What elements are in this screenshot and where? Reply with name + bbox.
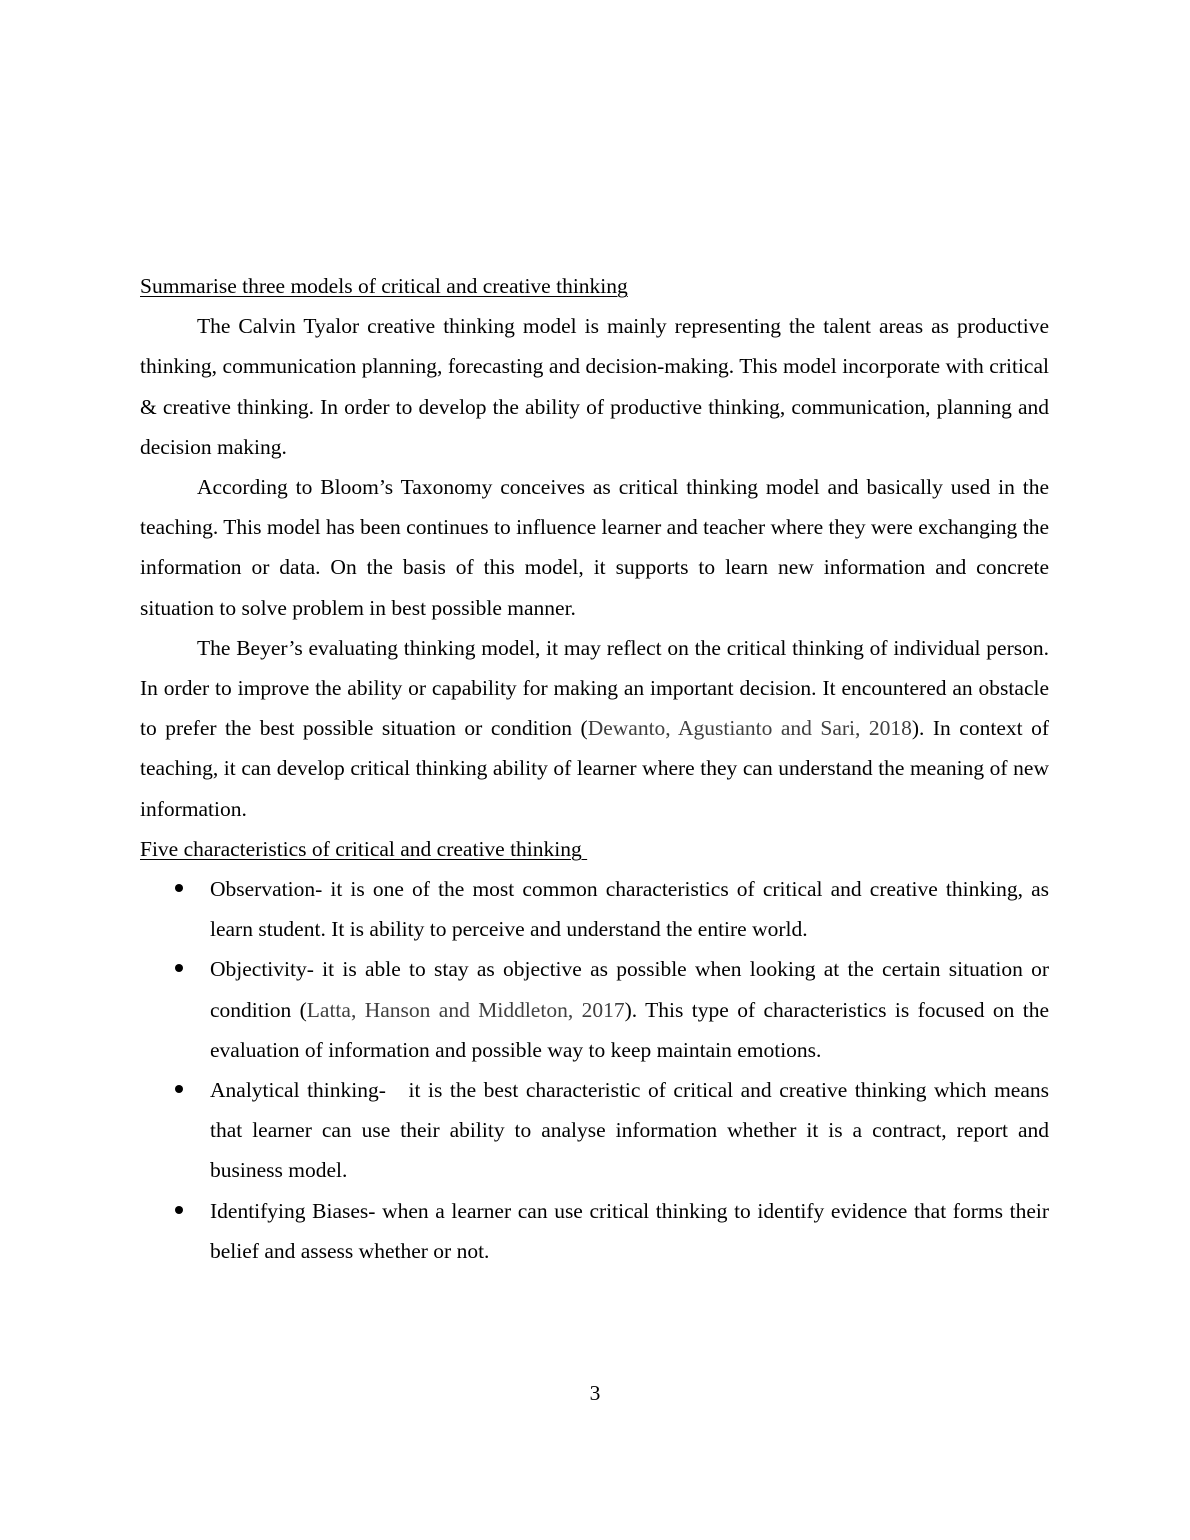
list-item-text: Identifying Biases- when a learner can use critical thinking to identify evidence that forms their belief and assess whether or not. xyxy=(210,1198,1049,1263)
section-heading-models: Summarise three models of critical and creative thinking xyxy=(140,274,628,298)
list-item-objectivity xyxy=(140,949,1049,1070)
page-number: 3 xyxy=(589,1381,601,1405)
list-item-text: Analytical thinking- it is the best characteristic of critical and creative thinking which means that learner can use their ability to analyse information whether it is a contract, report and business model. xyxy=(210,1078,1049,1183)
list-item-text: ). This type of characteristics is focused on the evaluation of information and possible way to keep maintain emotions. xyxy=(210,997,1050,1062)
paragraph-beyer-model xyxy=(140,628,1049,829)
list-item-identifying-biases xyxy=(140,1191,1049,1271)
bullet-icon xyxy=(175,1085,183,1093)
citation: Dewanto, Agustianto and Sari, 2018 xyxy=(587,716,912,741)
bullet-icon xyxy=(175,964,183,972)
citation: Latta, Hanson and Middleton, 2017 xyxy=(306,997,625,1022)
paragraph-text: The Calvin Tyalor creative thinking model is mainly representing the talent areas as productive thinking, communication planning, forecasting and decision-making. This model incorporate with critical & creative thinking. In order to develop the ability of productive thinking, communication, planning and decision making. xyxy=(140,314,1049,459)
list-item-text: Observation- it is one of the most common characteristics of critical and creative thinking, as learn student. It is ability to perceive and understand the entire world. xyxy=(210,877,1049,942)
paragraph-calvin-taylor xyxy=(140,306,1049,467)
bullet-icon xyxy=(175,884,183,892)
characteristics-list xyxy=(140,869,1049,1271)
paragraph-text: According to Bloom’s Taxonomy conceives as critical thinking model and basically used in the teaching. This model has been continues to influence learner and teacher where they were exchanging the information or data. On the basis of this model, it supports to learn new information and concrete situation to solve problem in best possible manner. xyxy=(140,475,1049,620)
paragraph-text: ). In context of teaching, it can develop critical thinking ability of learner where they can understand the meaning of new information. xyxy=(140,716,1049,821)
bullet-icon xyxy=(175,1206,183,1214)
paragraph-blooms-taxonomy xyxy=(140,467,1049,628)
list-item-text: Objectivity- it is able to stay as objective as possible when looking at the certain situation or condition ( xyxy=(210,957,1049,1022)
list-item-analytical-thinking xyxy=(140,1070,1049,1191)
section-heading-characteristics: Five characteristics of critical and creative thinking xyxy=(140,836,588,861)
page-content xyxy=(140,266,1049,1271)
list-item-observation xyxy=(140,869,1049,949)
paragraph-text: The Beyer’s evaluating thinking model, it may reflect on the critical thinking of individual person. In order to improve the ability or capability for making an important decision. It encountered an obstacle to prefer the best possible situation or condition ( xyxy=(140,635,1049,741)
